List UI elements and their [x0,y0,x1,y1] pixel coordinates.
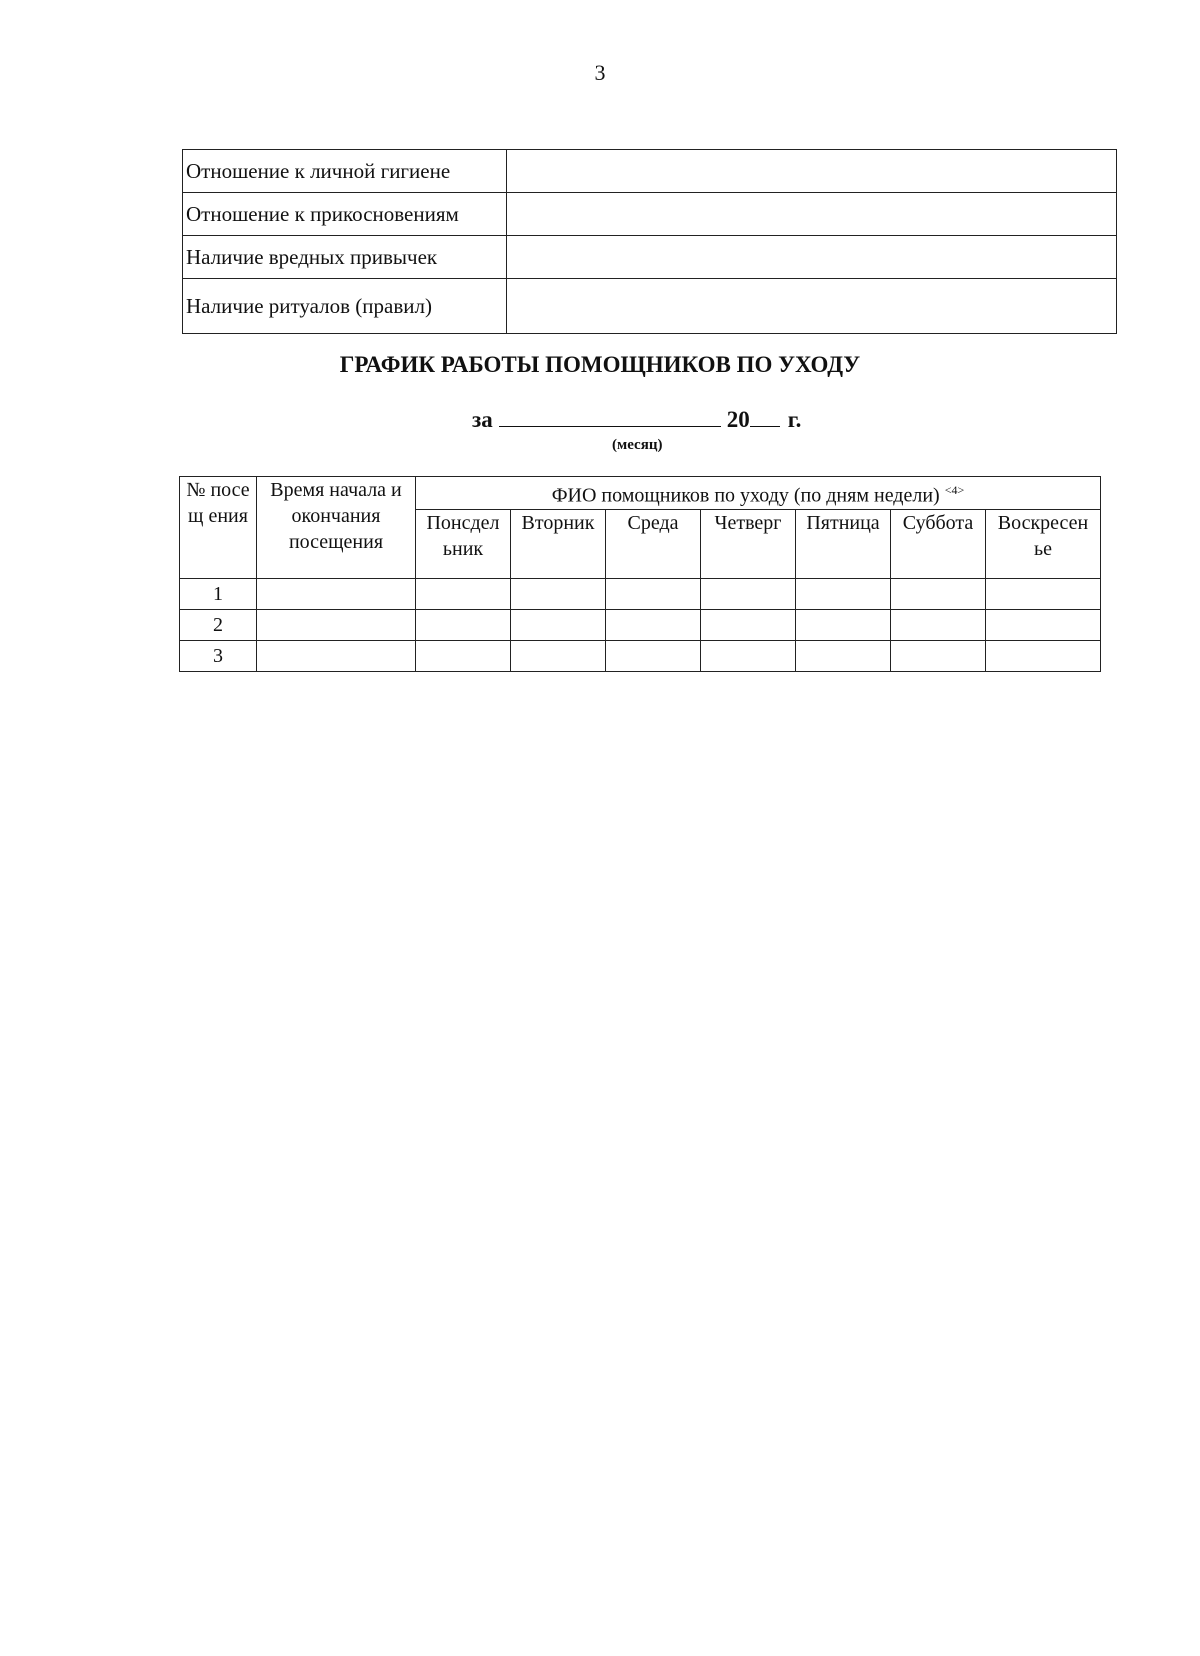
row-value [507,236,1117,279]
table-row [180,578,1101,609]
cell [986,578,1101,609]
cell [257,578,416,609]
table-row [183,193,1117,236]
day-label: Среда [627,511,679,534]
header-day-fri [796,509,891,578]
year-blank [750,404,780,427]
table-row [180,609,1101,640]
row-label: Наличие ритуалов (правил) [183,279,507,334]
schedule-table [179,476,1101,672]
cell [257,609,416,640]
row-number: 1 [180,578,257,609]
cell [257,640,416,671]
day-label: Пятница [806,511,880,534]
cell [416,640,511,671]
day-label: Суббота [902,511,974,534]
header-day-sat [891,509,986,578]
row-number: 2 [180,609,257,640]
cell [796,640,891,671]
month-blank [499,404,721,427]
cell [891,640,986,671]
cell [891,609,986,640]
row-value [507,150,1117,193]
header-row [180,477,1101,510]
header-time [257,477,416,579]
cell [796,609,891,640]
header-group [416,477,1101,510]
header-time-text: Время начала и окончания посещения [270,479,402,553]
row-label: Отношение к личной гигиене [183,150,507,193]
cell [511,609,606,640]
cell [416,609,511,640]
cell [511,640,606,671]
cell [416,578,511,609]
period-line [472,404,801,433]
day-label: Вторник [521,511,595,534]
table-row [183,236,1117,279]
cell [606,578,701,609]
cell [986,609,1101,640]
table-row [180,640,1101,671]
year-prefix: 20 [726,407,750,432]
table-row [183,279,1117,334]
for-prefix: за [472,407,493,432]
page-number: 3 [594,60,606,85]
header-num [180,477,257,579]
attitudes-table [182,149,1117,334]
cell [701,578,796,609]
cell [986,640,1101,671]
row-number: 3 [180,640,257,671]
cell [796,578,891,609]
header-day-sun [986,509,1101,578]
schedule-title: ГРАФИК РАБОТЫ ПОМОЩНИКОВ ПО УХОДУ [339,352,861,377]
row-value [507,279,1117,334]
footnote-ref: <4> [944,483,965,497]
row-label: Отношение к прикосновениям [183,193,507,236]
cell [511,578,606,609]
cell [701,640,796,671]
year-suffix: г. [787,407,802,432]
cell [606,609,701,640]
header-group-text: ФИО помощников по уходу (по дням недели) [551,484,940,507]
header-day-thu [701,509,796,578]
day-label: Понсдел ьник [426,511,500,560]
cell [701,609,796,640]
row-label: Наличие вредных привычек [183,236,507,279]
cell [606,640,701,671]
cell [891,578,986,609]
day-label: Четверг [714,511,782,534]
row-value [507,193,1117,236]
header-day-wed [606,509,701,578]
month-note: (месяц) [612,437,663,453]
table-row [183,150,1117,193]
header-day-mon [416,509,511,578]
day-label: Воскресен ье [997,511,1089,560]
header-day-tue [511,509,606,578]
header-num-text: № посещ ения [186,479,250,527]
